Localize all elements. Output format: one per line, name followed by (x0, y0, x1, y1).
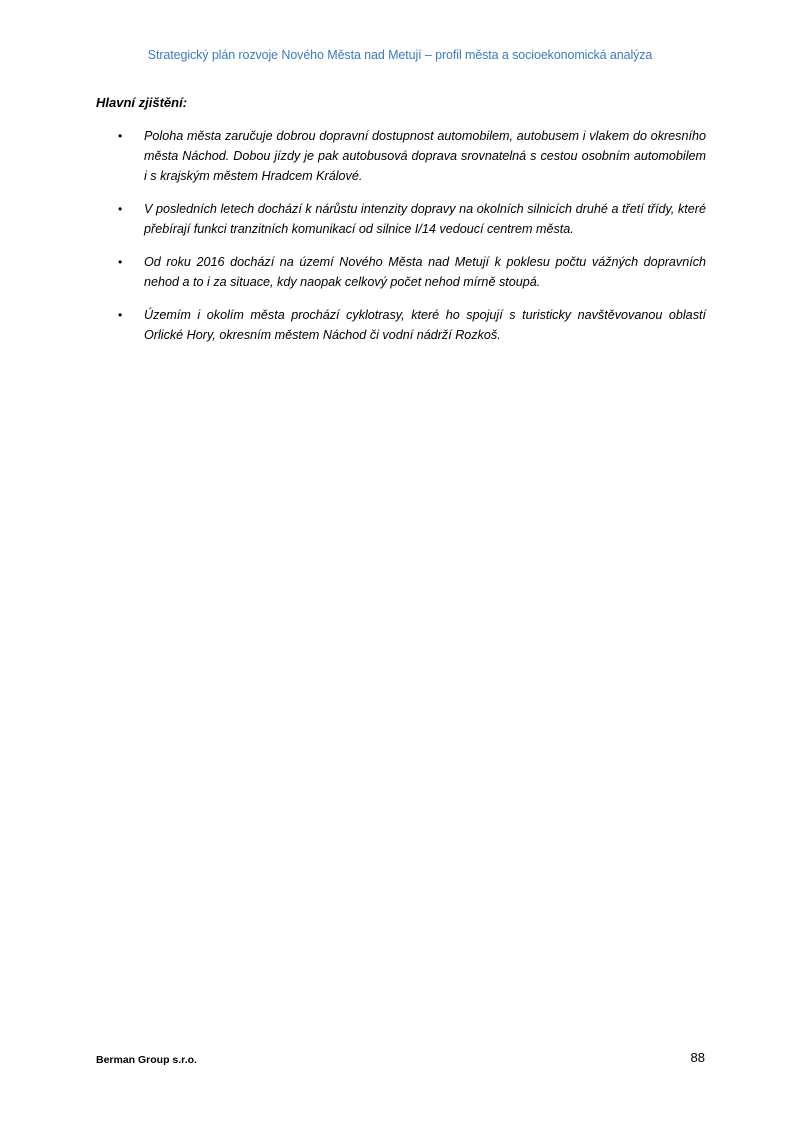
finding-item (96, 252, 706, 292)
bullet-icon: • (118, 202, 123, 216)
finding-text: Od roku 2016 dochází na území Nového Města nad Metují k poklesu počtu vážných dopravních nehod a to i za situace, kdy naopak celkový počet nehod mírně stoupá. (144, 255, 706, 289)
page-header-title: Strategický plán rozvoje Nového Města nad Metují – profil města a socioekonomická analýza (147, 48, 653, 62)
finding-item (96, 126, 706, 186)
bullet-icon: • (118, 129, 123, 143)
finding-text: Poloha města zaručuje dobrou dopravní dostupnost automobilem, autobusem i vlakem do okresního města Náchod. Dobou jízdy je pak autobusová doprava srovnatelná s cestou osobním automobilem i s krajským městem Hradcem Králové. (144, 129, 706, 183)
page-number: 88 (690, 1050, 705, 1065)
bullet-icon: • (118, 255, 123, 269)
bullet-icon: • (118, 308, 123, 322)
finding-item (96, 305, 706, 345)
finding-text: V posledních letech dochází k nárůstu intenzity dopravy na okolních silnicích druhé a třetí třídy, které přebírají funkci tranzitních komunikací od silnice I/14 vedoucí centrem města. (144, 202, 706, 236)
footer-company-name: Berman Group s.r.o. (96, 1054, 197, 1066)
findings-list (96, 126, 706, 358)
section-heading: Hlavní zjištění: (96, 95, 188, 110)
finding-text: Územím i okolím města prochází cyklotrasy, které ho spojují s turisticky navštěvovanou oblastí Orlické Hory, okresním městem Náchod či vodní nádrží Rozkoš. (144, 308, 706, 342)
finding-item (96, 199, 706, 239)
